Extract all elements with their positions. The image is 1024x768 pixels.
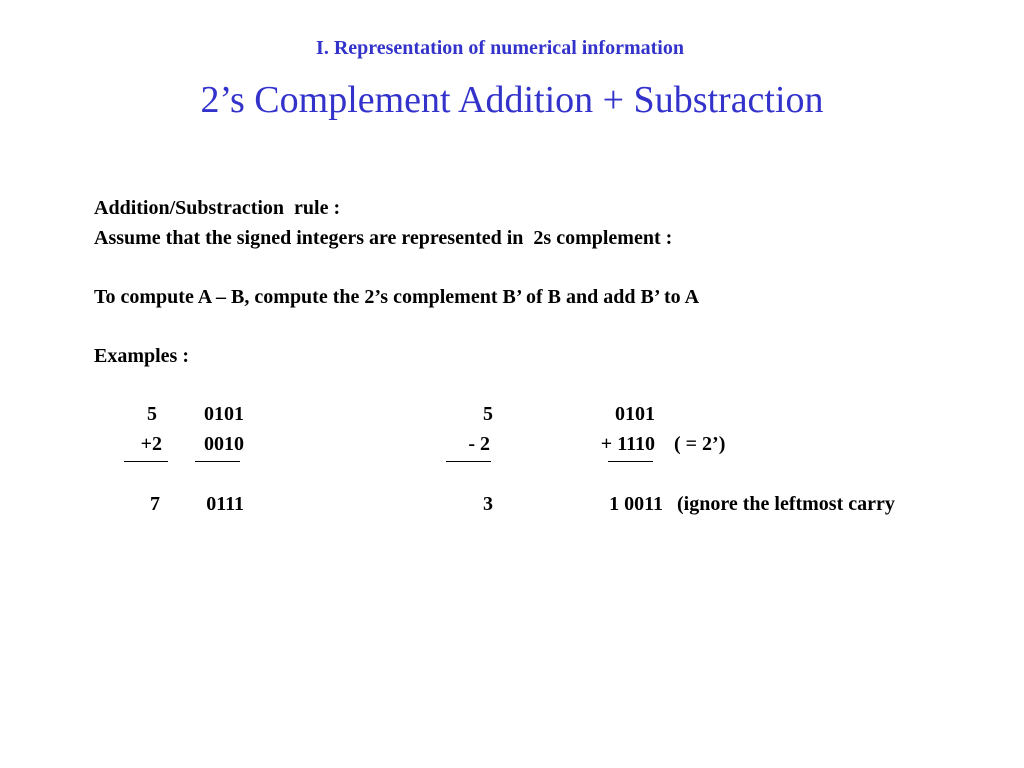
example-2-decimal-a: 5 (483, 403, 493, 425)
example-2-complement-note: ( = 2’) (674, 433, 726, 455)
examples-heading: Examples : (94, 345, 189, 367)
example-1-decimal-a: 5 (147, 403, 157, 425)
example-1-decimal-result: 7 (150, 493, 160, 515)
example-1-decimal-sum-line (124, 461, 168, 462)
section-subtitle: I. Representation of numerical information (316, 37, 684, 59)
example-2-binary-b: + 1110 (600, 433, 655, 455)
example-1-binary-result: 0111 (206, 493, 244, 515)
example-2-decimal-sum-line (446, 461, 491, 462)
rule-heading: Addition/Substraction rule : (94, 197, 341, 219)
example-1-binary-a: 0101 (204, 403, 244, 425)
example-2-decimal-result: 3 (483, 493, 493, 515)
example-2-decimal-b: - 2 (468, 433, 490, 455)
slide-title: 2’s Complement Addition + Substraction (200, 79, 824, 121)
example-2-binary-result: 1 0011 (609, 493, 663, 515)
example-2-binary-sum-line (608, 461, 653, 462)
compute-rule-line: To compute A – B, compute the 2’s complement B’ of B and add B’ to A (94, 286, 700, 308)
example-1-binary-b: 0010 (204, 433, 244, 455)
example-2-binary-a: 0101 (615, 403, 655, 425)
example-1-binary-sum-line (195, 461, 240, 462)
example-1-decimal-b: +2 (140, 433, 162, 455)
assume-line: Assume that the signed integers are represented in 2s complement : (94, 227, 673, 249)
example-2-carry-note: (ignore the leftmost carry (677, 493, 895, 515)
